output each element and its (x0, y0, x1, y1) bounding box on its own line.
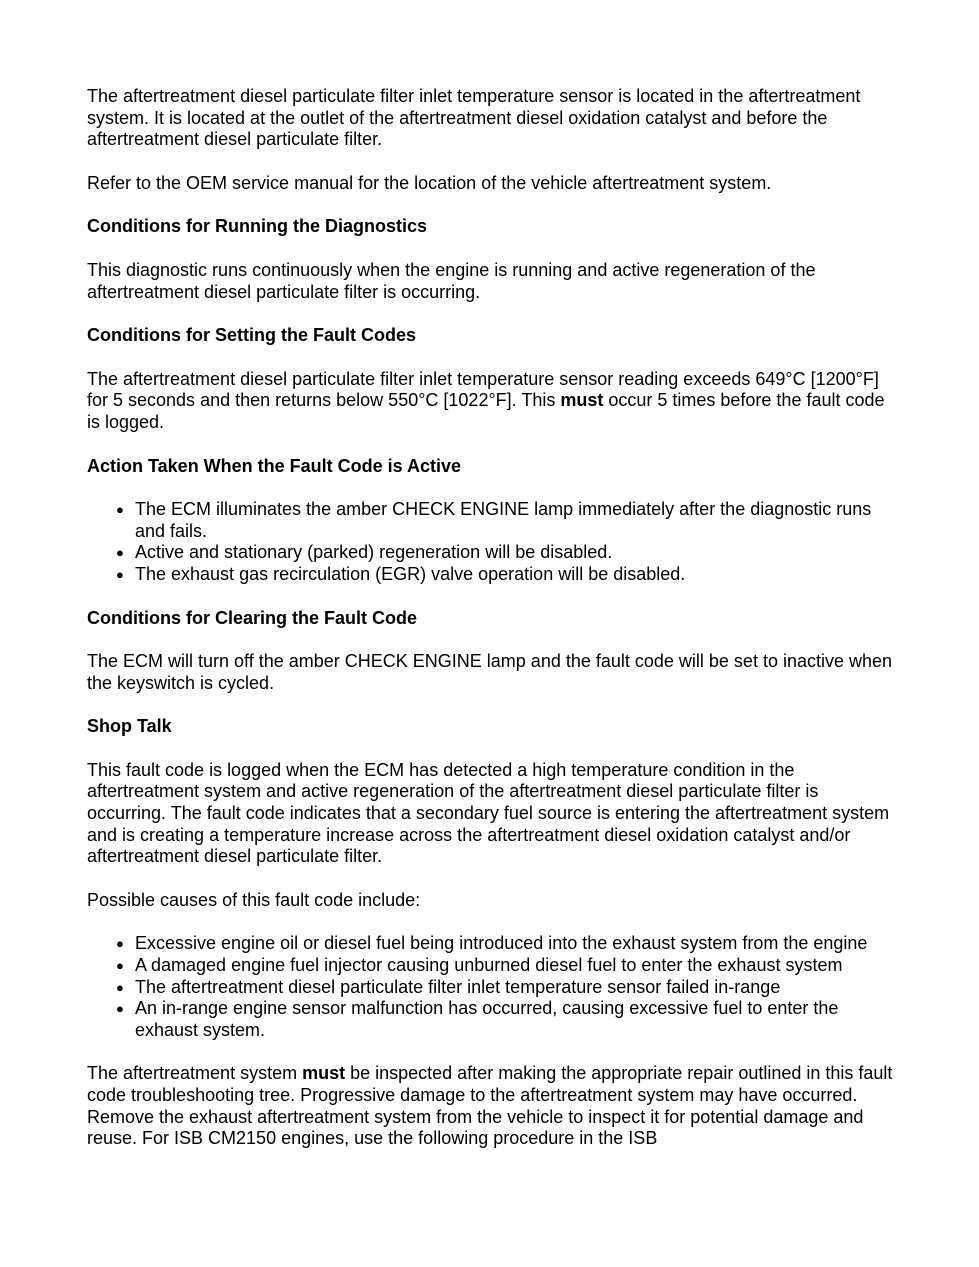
running-conditions-paragraph: This diagnostic runs continuously when the engine is running and active regeneration of the aftertreatment diesel particulate filter is occurring. (87, 259, 816, 302)
list-item (116, 499, 897, 542)
list-item (116, 976, 897, 999)
list-item-text: An in-range engine sensor malfunction has occurred, causing excessive fuel to enter the exhaust system. (135, 998, 839, 1040)
inspection-emphasis: must (302, 1063, 346, 1084)
bullet-icon: ● (116, 545, 124, 561)
document-page (87, 86, 897, 1172)
setting-conditions-paragraph (87, 369, 897, 434)
action-taken-list (87, 499, 897, 585)
bullet-icon: ● (116, 979, 124, 995)
clearing-conditions-paragraph: The ECM will turn off the amber CHECK ENGINE lamp and the fault code will be set to inactive when the keyswitch is cycled. (87, 651, 893, 693)
possible-causes-list (87, 933, 897, 1041)
running-conditions-heading: Conditions for Running the Diagnostics (87, 216, 427, 237)
action-taken-heading: Action Taken When the Fault Code is Active (87, 455, 462, 476)
possible-causes-intro: Possible causes of this fault code include: (87, 889, 421, 910)
list-item-text: The ECM illuminates the amber CHECK ENGINE lamp immediately after the diagnostic runs and fails. (135, 499, 872, 541)
list-item (116, 542, 897, 564)
list-item-text: The aftertreatment diesel particulate filter inlet temperature sensor failed in-range (135, 976, 781, 997)
bullet-icon: ● (116, 958, 124, 974)
setting-emphasis: must (560, 390, 604, 411)
shop-talk-paragraph: This fault code is logged when the ECM has detected a high temperature condition in the aftertreatment system and active regeneration of the aftertreatment diesel particulate filter is occurring. The fault code indicates that a secondary fuel source is entering the aftertreatment system and is creating a temperature increase across the aftertreatment diesel oxidation catalyst and/or aftertreatment diesel particulate filter. (87, 759, 890, 867)
clearing-conditions-heading: Conditions for Clearing the Fault Code (87, 607, 417, 628)
location-paragraph: The aftertreatment diesel particulate filter inlet temperature sensor is located in the aftertreatment system. It is located at the outlet of the aftertreatment diesel oxidation catalyst and before the aftertreatment diesel particulate filter. (87, 86, 861, 150)
list-item-text: The exhaust gas recirculation (EGR) valve operation will be disabled. (135, 563, 686, 584)
list-item-text: Excessive engine oil or diesel fuel being introduced into the exhaust system from the engine (135, 933, 868, 954)
list-item (116, 563, 897, 586)
list-item-text: A damaged engine fuel injector causing unburned diesel fuel to enter the exhaust system (135, 955, 843, 976)
bullet-icon: ● (116, 936, 124, 952)
list-item-text: Active and stationary (parked) regeneration will be disabled. (135, 542, 613, 563)
bullet-icon: ● (116, 502, 124, 518)
list-item (116, 955, 897, 977)
shop-talk-heading: Shop Talk (87, 716, 172, 737)
setting-text-part1: The aftertreatment diesel particulate filter inlet temperature sensor reading exceeds 649°C [1200°F] for 5 seconds and then returns below 550°C [1022°F]. This (87, 368, 879, 411)
bullet-icon: ● (116, 566, 124, 582)
list-item (116, 998, 897, 1041)
setting-conditions-heading: Conditions for Setting the Fault Codes (87, 325, 416, 346)
inspection-text-part1: The aftertreatment system (87, 1063, 303, 1084)
list-item (116, 933, 897, 955)
bullet-icon: ● (116, 1001, 124, 1017)
inspection-text-part2: be inspected after making the appropriate repair outlined in this fault code troubleshooting tree. Progressive damage to the aftertreatment system may have occurred. Remove the exhaust aftertreatment system from the vehicle to inspect it for potential damage and reuse. For ISB CM2150 engines, use the following procedure in the ISB (87, 1063, 893, 1149)
inspection-paragraph (87, 1063, 897, 1149)
oem-reference-paragraph: Refer to the OEM service manual for the location of the vehicle aftertreatment system. (87, 172, 772, 193)
setting-text-part2: occur 5 times before the fault code is logged. (87, 390, 885, 432)
